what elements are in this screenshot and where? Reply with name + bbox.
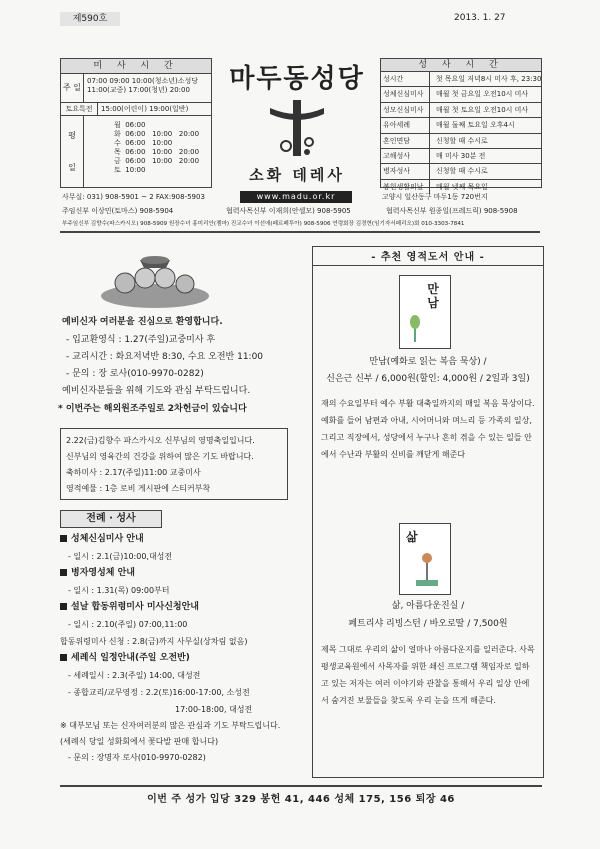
- sacrament-desc: 매월 첫 금요일 오전10시 미사: [436, 90, 529, 99]
- book1-author: 신은근 신부 / 6,000원(할인: 4,000원 / 2일과 3일): [326, 374, 530, 384]
- weekday-time: 06:00 10:00 20:00: [125, 157, 200, 165]
- footer-divider: [60, 785, 542, 787]
- feast-line-4: 영적예물 : 1층 로비 게시판에 스티커부착: [66, 484, 211, 493]
- book2-cover[interactable]: [399, 523, 451, 595]
- book1-cover[interactable]: [399, 275, 451, 349]
- sacrament-desc: 신청할 때 수시로: [436, 136, 488, 145]
- sacrament-row: [381, 103, 541, 118]
- sacrament-name: 성체신심미사: [381, 87, 430, 101]
- liturgy-item-heading: 세례식 일정안내(주일 오전반): [60, 650, 300, 667]
- sacrament-desc: 매 미사 30분 전: [436, 151, 486, 160]
- weekday-name: 목: [114, 148, 121, 156]
- sunday-times-1: 07:00 09:00 10:00(청소년)소성당: [87, 77, 199, 85]
- mass-times-box: [60, 58, 212, 188]
- weekday-times: [84, 116, 199, 188]
- issue-date: 2013. 1. 27: [454, 13, 506, 23]
- sacrament-name: 고해성사: [381, 149, 430, 163]
- prayer-request: 예비신자분들을 위해 기도와 관심 부탁드립니다.: [62, 386, 251, 396]
- sacrament-desc: 첫 목요일 저녁8시 미사 후, 23:30: [435, 75, 541, 83]
- weekday-row: [114, 166, 199, 175]
- liturgy-item-line: - 세례일시 : 2.3(주일) 14:00, 대성전: [68, 671, 201, 680]
- sunday-label: 주 일: [61, 74, 84, 102]
- books-title: - 추천 영적도서 안내 -: [371, 252, 485, 263]
- weekday-time: 06:00 10:00 20:00: [125, 148, 200, 156]
- saturday-times: 15:00(어린이) 19:00(일반): [101, 105, 189, 113]
- sacrament-row: [381, 149, 541, 164]
- sacrament-row: [381, 180, 541, 194]
- weekday-name: 토: [114, 166, 121, 174]
- sacrament-desc: 신청할 때 수시로: [436, 167, 488, 176]
- book1-title: 만남(예화로 읽는 복음 묵상) /: [369, 357, 487, 367]
- weekday-row: [114, 130, 199, 139]
- weekday-row: [114, 139, 199, 148]
- pastor-contact: 주임신부 이상민(토마스) 908-5904: [62, 207, 174, 215]
- feast-line-2: 신부님의 영육간의 건강을 위하여 많은 기도 바랍니다.: [66, 452, 254, 461]
- parish-name: 마두동성당: [229, 64, 365, 94]
- book1-cover-title: 만남: [427, 282, 441, 310]
- weekday-row: [114, 148, 199, 157]
- feast-line-1: 2.22(금)김향수 파스카시오 신부님의 영명축일입니다.: [66, 436, 255, 445]
- sacrament-name: 혼인면담: [381, 134, 430, 148]
- liturgy-item-heading: 성체신심미사 안내: [60, 531, 300, 548]
- square-bullet-icon: [60, 569, 67, 576]
- sacrament-row: [381, 118, 541, 133]
- weekday-name: 수: [114, 139, 121, 147]
- feast-line-3: 축하미사 : 2.17(주일)11:00 교중미사: [66, 468, 201, 477]
- liturgy-contact: - 문의 : 장명자 로사(010-9970-0282): [68, 753, 206, 762]
- liturgy-item-line: - 일시 : 1.31(목) 09:00부터: [68, 586, 170, 595]
- sacrament-row: [381, 134, 541, 149]
- sacrament-name: 봉헌생활의날: [381, 180, 430, 194]
- saturday-label: 토요특전: [61, 103, 98, 115]
- square-bullet-icon: [60, 654, 67, 661]
- liturgy-item-heading: 설날 합동위령미사 미사신청안내: [60, 599, 300, 616]
- weekday-name: 월: [114, 121, 121, 129]
- sacrament-row: [381, 164, 541, 179]
- weekday-time: 06:00: [125, 121, 146, 129]
- book1-description: 재의 수요일부터 예수 부활 대축일까지의 매일 복음 묵상이다. 예화를 들어 남편과 아내, 시어머니와 며느리 등 가족의 일상, 그리고 직장에서, 성당에서 누구나 흔히 겪을 수 있는 일들 안에서 수난과 부활의 신비를 깨닫게 해준다: [321, 399, 535, 459]
- parish-url[interactable]: www.madu.or.kr: [240, 191, 352, 203]
- bulletin-name: 소화 데레사: [249, 166, 345, 184]
- liturgy-note-1: ※ 대부모님 또는 신자여러분의 많은 관심과 기도 부탁드립니다.: [60, 721, 281, 730]
- sacrament-desc: 매월 둘째 토요일 오후4시: [436, 121, 515, 130]
- feast-day-box: [60, 428, 288, 500]
- weekday-time: 06:00 10:00 20:00: [125, 130, 200, 138]
- mass-times-title: 미 사 시 간: [61, 59, 211, 74]
- hymns-this-week: 이번 주 성가 입당 329 봉헌 41, 446 성체 175, 156 퇴장 46: [147, 794, 455, 805]
- sacrament-list: [381, 72, 541, 194]
- header-divider: [60, 231, 540, 233]
- liturgy-item-line: 17:00-18:00, 대성전: [175, 705, 253, 714]
- weekday-name: 화: [114, 130, 121, 138]
- sunday-times-2: 11:00(교중) 17:00(청년) 20:00: [87, 86, 190, 94]
- weekday-time: 06:00 10:00: [125, 139, 173, 147]
- sacrament-name: 성모신심미사: [381, 103, 430, 117]
- liturgy-item-line: 합동위령미사 신청 : 2.8(금)까지 사무실(상차림 없음): [60, 637, 248, 646]
- sacrament-name: 병자성사: [381, 164, 430, 178]
- catechumen-welcome-heading: 예비신자 여러분을 진심으로 환영합니다.: [62, 317, 223, 327]
- parish-address: 고양시 일산동구 마두1동 720번지: [382, 193, 488, 201]
- sacrament-desc: 매월 첫 토요일 오전10시 미사: [436, 105, 529, 114]
- issue-number: 제590호: [60, 12, 120, 26]
- liturgy-item-line: - 종합교리/교무영정 : 2.2(토)16:00-17:00, 소성전: [68, 688, 250, 697]
- sacraments-box: [380, 58, 542, 191]
- welcome-item-2: - 교리시간 : 화요저녁반 8:30, 수요 오전반 11:00: [66, 352, 264, 362]
- weekday-label-1: 평: [68, 131, 76, 140]
- square-bullet-icon: [60, 535, 67, 542]
- book2-cover-title: 삶: [406, 530, 418, 544]
- cross-logo: [262, 100, 332, 160]
- sacrament-row: [381, 87, 541, 102]
- office-contact: 사무실: 031) 908-5901 ~ 2 FAX:908-5903: [62, 193, 205, 201]
- assistant-priest-2: 협력사목신부 원종일(프레드릭) 908-5908: [386, 207, 518, 215]
- weekday-row: [114, 121, 199, 130]
- second-collection-notice: * 이번주는 해외원조주일로 2차헌금이 있습니다: [58, 404, 247, 414]
- weekday-time: 10:00: [125, 166, 146, 174]
- people-illustration-icon: [100, 248, 215, 310]
- welcome-item-3: - 문의 : 장 로사(010-9970-0282): [66, 369, 204, 379]
- book2-description: 제목 그대로 우리의 삶이 얼마나 아름다운지를 일러준다. 사목평생교육원에서 사목자를 위한 쇄신 프로그램 책임자로 일하고 있는 저자는 여러 이야기와 관찰을 통해서 우리 일상 안에서 숨겨진 보물들을 찾도록 우리 눈을 뜨게 해준다.: [321, 645, 535, 705]
- liturgy-section-title: 전례 · 성사: [60, 510, 162, 528]
- staff-contacts: 부주임신부 김향수(파스카시오) 908-5909 원장수녀 홍미리안(젬마) 진교수녀 이선애(페르페투아) 908-5906 연령회장 김경현(임기자서페리오)회 010-3303-7841: [62, 221, 465, 227]
- book-recommendation-box: [312, 246, 544, 778]
- weekday-label-2: 일: [68, 163, 76, 172]
- liturgy-item-line: - 일시 : 2.10(주일) 07:00,11:00: [68, 620, 188, 629]
- flower-icon: [414, 550, 440, 588]
- weekday-name: 금: [114, 157, 121, 165]
- book2-title: 삶, 아름다운진실 /: [391, 601, 465, 611]
- liturgy-list: [60, 531, 300, 766]
- sacrament-desc: 매월 넷째 목요일: [436, 182, 488, 191]
- sacrament-row: [381, 72, 541, 87]
- plant-icon: [404, 314, 426, 344]
- sacrament-name: 유아세례: [381, 118, 430, 132]
- sacraments-title: 성 사 시 간: [381, 59, 541, 72]
- liturgy-item-line: - 일시 : 2.1(금)10:00,대성전: [68, 552, 173, 561]
- square-bullet-icon: [60, 603, 67, 610]
- liturgy-item-heading: 병자영성체 안내: [60, 565, 300, 582]
- sacrament-name: 성시간: [381, 72, 430, 86]
- welcome-item-1: - 입교환영식 : 1.27(주일)교중미사 후: [66, 335, 216, 345]
- book2-author: 페트리샤 리빙스턴 / 바오로딸 / 7,500원: [348, 619, 508, 629]
- weekday-row: [114, 157, 199, 166]
- liturgy-note-2: (세례식 당일 성화회에서 꽃다발 판매 합니다): [60, 737, 219, 746]
- assistant-priest-1: 협력사목신부 이재희(안셀모) 908-5905: [226, 207, 351, 215]
